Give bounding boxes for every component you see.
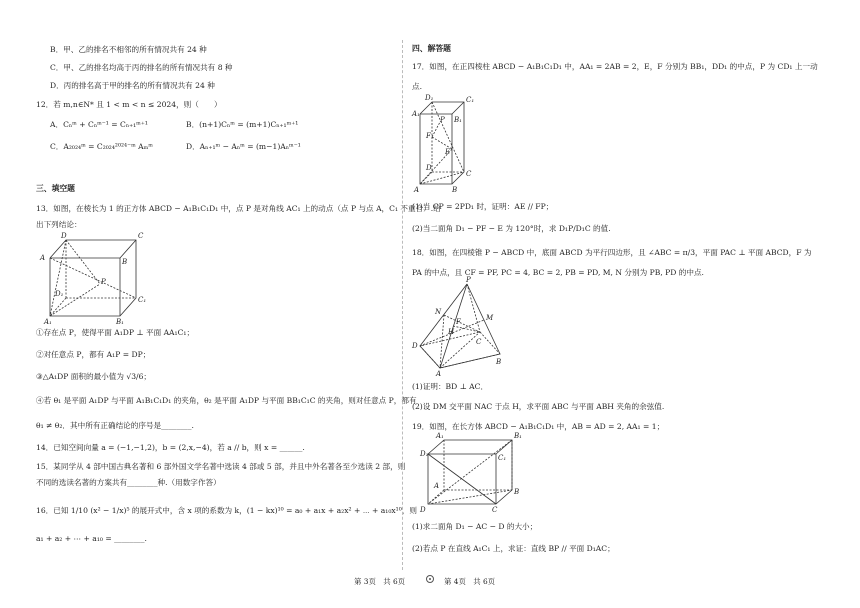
q17-line2: 点.	[412, 82, 423, 91]
q18-line2: PA 的中点，且 CF = PF, PC = 4, BC = 2, PB = PD, M, N 分别为 PB, PD 的中点.	[412, 268, 704, 277]
fig17-label-d1: D₁	[425, 94, 434, 102]
fig13-label-b: B	[122, 258, 128, 266]
cuboid-edge-b1c1	[496, 440, 512, 454]
q16-line2: a₁ + a₂ + ⋯ + a₁₀ = ________.	[36, 534, 147, 543]
q19-part1: (1)求二面角 D₁ − AC − D 的大小；	[412, 522, 538, 531]
q13-item-4: ④若 θ₁ 是平面 A₁DP 与平面 A₁B₁C₁D₁ 的夹角，θ₂ 是平面 A₁DP 与平面 BB₁C₁C 的夹角，则对任意点 P，都有	[36, 396, 417, 405]
fig18-label-h: H	[448, 328, 455, 336]
q14-text: 14．已知空间向量 a = (−1,−1,2)，b = (2,x,−4)，若 a // b，则 x = ______.	[36, 443, 305, 452]
fig17-label-f: F	[426, 132, 431, 140]
q11-option-d: D．丙的排名高于甲的排名的所有情况共有 24 种	[50, 81, 215, 90]
q12-option-c: C．A₂₀₂₄ᵐ = C₂₀₂₄²⁰²⁴⁻ᵐ Aₘᵐ	[50, 142, 153, 151]
fig13-label-p: P	[101, 278, 106, 286]
fig18-label-f: F	[456, 318, 461, 326]
fig17-label-d: D	[426, 164, 432, 172]
cube-segment-dp	[66, 240, 100, 284]
cube-diagonal-da1	[50, 240, 66, 316]
q12-stem: 12．若 m,n∈N* 且 1 < m < n ≤ 2024，则（ ）	[36, 100, 222, 109]
fig19-label-a1: A₁	[436, 432, 444, 440]
fig19-label-b1: B₁	[514, 432, 522, 440]
fig18-label-n: N	[435, 308, 442, 316]
pyramid-base	[420, 332, 500, 368]
prism-edge-b1c1	[452, 102, 464, 114]
fig19-label-c: C	[492, 506, 498, 514]
q18-part1: (1)证明：BD ⊥ AC．	[412, 382, 489, 391]
fig17-label-p: P	[440, 116, 445, 124]
fig17-label-a: A	[414, 186, 420, 194]
q11-option-c: C．甲、乙的排名均高于丙的排名的所有情况共有 8 种	[50, 63, 233, 72]
fig18-label-a: A	[436, 370, 442, 378]
fig19-label-d1: D₁	[420, 450, 429, 458]
fig18-label-b: B	[496, 358, 502, 366]
cube-edge-d1a1	[50, 298, 66, 316]
fig13-label-c: C	[138, 232, 144, 240]
q18-line1: 18．如图，在四棱锥 P − ABCD 中，底面 ABCD 为平行四边形，且 ∠ABC = π/3，平面 PAC ⊥ 平面 ABCD，F 为	[412, 248, 812, 257]
pyramid-edge-pb	[467, 284, 500, 354]
fig17-label-b: B	[452, 186, 458, 194]
q12-option-d: D．Aₙ₊₁ᵐ − Aₙᵐ = (m−1)Aₙᵐ⁻¹	[186, 142, 301, 151]
fig18-label-c: C	[476, 338, 482, 346]
q17-line1: 17．如图，在正四棱柱 ABCD − A₁B₁C₁D₁ 中，AA₁ = 2AB = 2，E，F 分别为 BB₁，DD₁ 的中点，P 为 CD₁ 上一动	[412, 62, 818, 71]
column-divider	[402, 40, 403, 570]
pyramid-figure-q18	[412, 278, 502, 378]
cuboid-diagonal-d1a	[428, 440, 512, 504]
fig19-label-d: D	[420, 506, 426, 514]
prism-segment-fp	[432, 122, 440, 137]
q13-item-2: ②对任意点 P，都有 A₁P = DP；	[36, 350, 151, 359]
fig13-label-b1: B₁	[116, 318, 124, 326]
q13-item-1: ①存在点 P，使得平面 A₁DP ⊥ 平面 AA₁C₁；	[36, 328, 195, 337]
cube-edge-bc	[120, 240, 136, 258]
fig19-label-a: A	[434, 482, 440, 490]
fig17-label-c1: C₁	[466, 96, 475, 104]
fig18-label-d: D	[412, 342, 418, 350]
fig13-label-a1: A₁	[44, 318, 52, 326]
prism-diagonal-d1c	[432, 102, 464, 172]
fig13-label-a: A	[40, 254, 46, 262]
fig18-label-p: P	[466, 276, 471, 284]
fig13-label-c1: C₁	[138, 296, 147, 304]
cuboid-diagonal-ac	[428, 490, 512, 504]
q13-item-3: ③△A₁DP 面积的最小值为 √3/6；	[36, 372, 152, 381]
q11-option-b: B．甲、乙的排名不相邻的所有情况共有 24 种	[50, 45, 207, 54]
fig19-label-c1: C₁	[498, 454, 507, 462]
fig13-label-d: D	[61, 232, 67, 240]
binding-hole-icon	[426, 575, 434, 583]
page-number-left: 第 3页 共 6页	[354, 577, 406, 586]
page-number-right: 第 4页 共 6页	[444, 577, 496, 586]
q13-stem-line1: 13．如图，在棱长为 1 的正方体 ABCD − A₁B₁C₁D₁ 中，点 P 是对角线 AC₁ 上的动点（点 P 与点 A，C₁ 不重合）.给	[36, 204, 441, 213]
cube-segment-a1p	[50, 284, 100, 316]
q19-part2: (2)若点 P 在直线 A₁C₁ 上，求证：直线 BP // 平面 D₁AC；	[412, 544, 615, 553]
section-4-heading: 四、解答题	[412, 44, 451, 53]
fig13-label-d1: D₁	[55, 290, 64, 298]
fig17-label-a1: A₁	[412, 110, 420, 118]
right-column	[412, 0, 832, 570]
q12-option-b: B．(n+1)Cₙᵐ = (m+1)Cₙ₊₁ᵐ⁺¹	[186, 120, 299, 129]
q12-option-a: A．Cₙᵐ + Cₙᵐ⁻¹ = Cₙ₊₁ᵐ⁺¹	[50, 120, 148, 129]
q13-item-5: θ₁ ≠ θ₂．其中所有正确结论的序号是________.	[36, 421, 194, 430]
fig18-label-m: M	[486, 314, 494, 322]
q15-line1: 15．某同学从 4 部中国古典名著和 6 部外国文学名著中选读 4 部或 5 部，并且中外名著各至少选读 2 部，则	[36, 462, 406, 471]
pyramid-edge-ab	[440, 354, 500, 368]
pyramid-edge-da	[420, 346, 440, 368]
prism-figure-q17	[412, 94, 482, 194]
q17-part1: (1)当 CP = 2PD₁ 时，证明：AE // FP；	[412, 202, 554, 211]
cuboid-figure-q19	[420, 432, 520, 516]
q17-part2: (2)当二面角 D₁ − PF − E 为 120°时，求 D₁P/D₁C 的值.	[412, 224, 611, 233]
q19-text: 19．如图，在长方体 ABCD − A₁B₁C₁D₁ 中，AB = AD = 2, AA₁ = 1；	[412, 422, 665, 431]
q18-part2: (2)设 DM 交平面 NAC 于点 H，求平面 ABC 与平面 ABH 夹角的余弦值.	[412, 402, 665, 411]
section-3-heading: 三、填空题	[36, 184, 75, 193]
q15-line2: 不同的选读名著的方案共有________种.（用数字作答）	[36, 478, 221, 487]
fig17-label-c: C	[466, 170, 472, 178]
fig17-label-b1: B₁	[454, 116, 462, 124]
prism-diagonal-ac	[420, 172, 464, 184]
fig19-label-b: B	[514, 488, 520, 496]
fig17-label-e: E	[445, 148, 451, 156]
cube-figure-q13	[38, 232, 148, 326]
q13-stem-line2: 出下列结论：	[36, 220, 82, 229]
q16-line1: 16．已知 1/10 (x² − 1/x)⁵ 的展开式中，含 x 项的系数为 k，(1 − kx)¹⁰ = a₀ + a₁x + a₂x² + ⋯ + a₁₀x¹⁰，则	[36, 506, 417, 515]
